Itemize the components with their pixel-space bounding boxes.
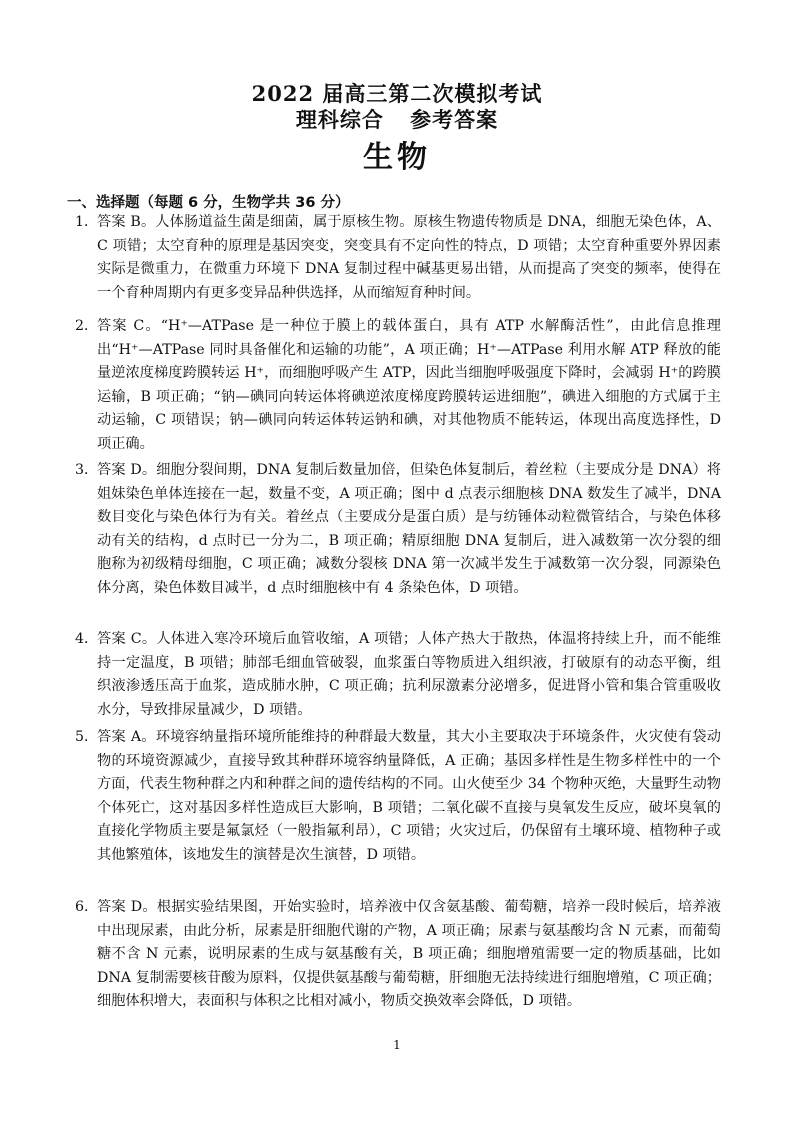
answer-text: 答案 A。环境容纳量指环境所能维持的种群最大数量，其大小主要取决于环境条件，火灾使有袋动物的环境资源减少，直接导致其种群环境容纳量降低，A 正确；基因多样性是生物多样性中的一个方面，代表生物种群之内和种群之间的遗传结构的不同。山火使至少 34 个物种灭绝，大量野生动物个体死亡，这对基因多样性造成巨大影响，B 项错；二氧化碳不直接与臭氧发生反应，破坏臭氧的直接化学物质主要是氟氯烃（一般指氟利昂），C 项错；火灾过后，仍保留有土壤环境、植物种子或其他繁殖体，该地发生的演替是次生演替，D 项错。 xyxy=(97,729,721,863)
answer-text: 答案 C。人体进入寒冷环境后血管收缩，A 项错；人体产热大于散热，体温将持续上升，而不能维持一定温度，B 项错；肺部毛细血管破裂，血浆蛋白等物质进入组织液，打破原有的动态平衡，组织液渗透压高于血浆，造成肺水肿，C 项正确；抗利尿激素分泌增多，促进肾小管和集合管重吸收水分，导致排尿量减少，D 项错。 xyxy=(97,631,721,718)
answer-number: 5． xyxy=(75,729,99,745)
answer-item-4 xyxy=(75,628,721,722)
answer-item-5 xyxy=(75,726,721,867)
exam-subtitle: 理科综合 参考答案 xyxy=(295,107,499,132)
answer-number: 2． xyxy=(75,318,99,334)
exam-title: 2022 届高三第二次模拟考试 xyxy=(251,81,543,106)
answer-number: 6． xyxy=(75,899,99,915)
answer-item-3 xyxy=(75,459,721,600)
answer-text: 答案 B。人体肠道益生菌是细菌，属于原核生物。原核生物遗传物质是 DNA，细胞无染色体，A、C 项错；太空育种的原理是基因突变，突变具有不定向性的特点，D 项错；太空育种重要外界因素实际是微重力，在微重力环境下 DNA 复制过程中碱基更易出错，从而提高了突变的频率，使得在一个育种周期内有更多变异品种供选择，从而缩短育种时间。 xyxy=(97,214,721,301)
section-heading: 一、选择题（每题 6 分，生物学共 36 分） xyxy=(67,195,350,211)
answer-number: 3． xyxy=(75,462,99,478)
answer-item-1 xyxy=(75,211,721,305)
subject-title: 生物 xyxy=(363,140,431,175)
answer-text: 答案 D。细胞分裂间期，DNA 复制后数量加倍，但染色体复制后，着丝粒（主要成分是 DNA）将姐妹染色单体连接在一起，数量不变，A 项正确；图中 d 点表示细胞核 DNA 数发生了减半，DNA 数目变化与染色体行为有关。着丝点（主要成分是蛋白质）是与纺锤体动粒微管结合，与染色体移动有关的结构，d 点时已一分为二，B 项正确；精原细胞 DNA 复制后，进入减数第一次分裂的细胞称为初级精母细胞，C 项正确；减数分裂核 DNA 第一次减半发生于减数第一次分裂，同源染色体分离，染色体数目减半，d 点时细胞核中有 4 条染色体，D 项错。 xyxy=(97,462,721,596)
answer-number: 4． xyxy=(75,631,99,647)
answer-number: 1． xyxy=(75,214,99,230)
page-number: 1 xyxy=(393,1038,401,1052)
answer-item-2 xyxy=(75,315,721,456)
answer-text: 答案 D。根据实验结果图，开始实验时，培养液中仅含氨基酸、葡萄糖，培养一段时候后，培养液中出现尿素，由此分析，尿素是肝细胞代谢的产物，A 项正确；尿素与氨基酸均含 N 元素，而葡萄糖不含 N 元素，说明尿素的生成与氨基酸有关，B 项正确；细胞增殖需要一定的物质基础，比如 DNA 复制需要核苷酸为原料，仅提供氨基酸与葡萄糖，肝细胞无法持续进行细胞增殖，C 项正确；细胞体积增大，表面积与体积之比相对减小，物质交换效率会降低，D 项错。 xyxy=(97,899,721,1009)
answer-item-6 xyxy=(75,896,721,1014)
answer-text: 答案 C。“H⁺—ATPase 是一种位于膜上的载体蛋白，具有 ATP 水解酶活性”，由此信息推理出“H⁺—ATPase 同时具备催化和运输的功能”，A 项正确；H⁺—ATPase 利用水解 ATP 释放的能量逆浓度梯度跨膜转运 H⁺，而细胞呼吸产生 ATP，因此当细胞呼吸强度下降时，会减弱 H⁺的跨膜运输，B 项正确；“钠—碘同向转运体将碘逆浓度梯度跨膜转运进细胞”，碘进入细胞的方式属于主动运输，C 项错误；钠—碘同向转运体转运钠和碘，对其他物质不能转运，体现出高度选择性，D 项正确。 xyxy=(97,318,721,452)
